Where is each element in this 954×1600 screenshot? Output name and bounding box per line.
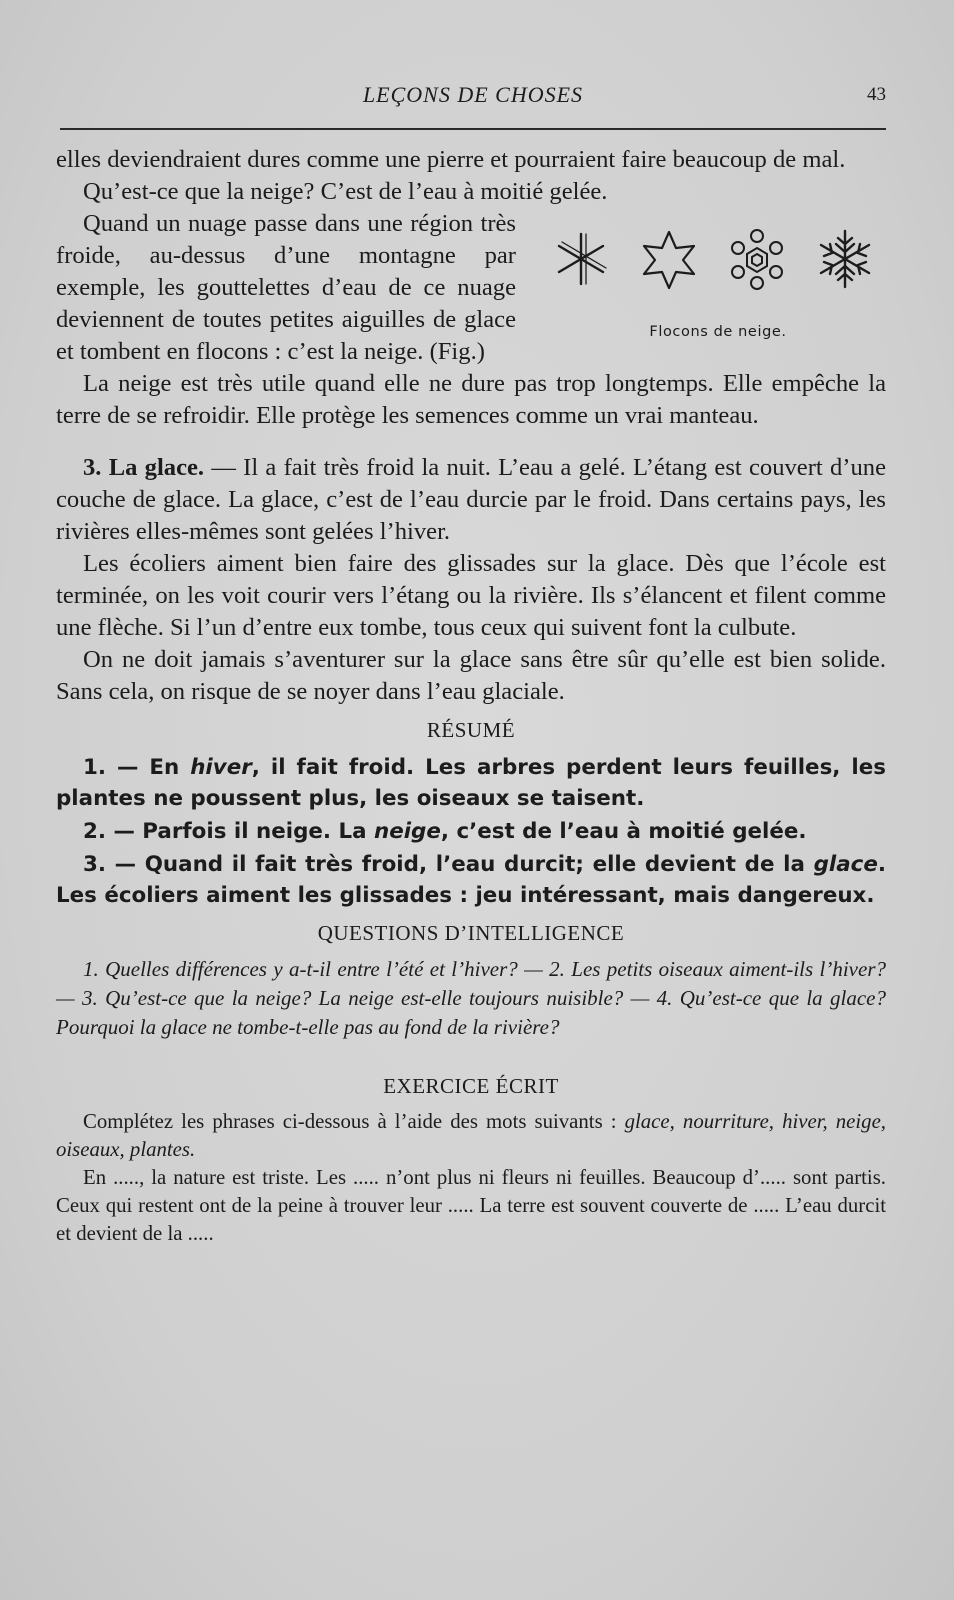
resume-item-2: 2. — Parfois il neige. La neige, c’est de l’eau à moitié gelée. [83,819,807,844]
exercise-text: En ....., la nature est triste. Les ..... n’ont plus ni fleurs ni feuilles. Beaucoup d’..... sont partis. Ceux qui restent ont de la peine à trouver leur ..... La terre est souvent couverte de ..... L’eau durcit et devient de la ..... [56,1166,886,1245]
resume-section [56,752,886,911]
exercise-heading: EXERCICE ÉCRIT [383,1074,559,1098]
paragraph-danger: On ne doit jamais s’aventurer sur la glace sans être sûr qu’elle est bien solide. Sans cela, on risque de se noyer dans l’eau glaciale. [56,646,886,705]
questions-section [56,955,886,1042]
feathered-snowflake-icon [812,226,878,292]
resume-item-3: 3. — Quand il fait très froid, l’eau durcit; elle devient de la glace. Les écoliers aiment les glissades : jeu intéressant, mais dangereux. [56,852,886,908]
exercise-section [56,1108,886,1248]
running-header [60,76,886,130]
hexagon-snowflake-icon [724,226,790,292]
snowflake-figure [530,208,886,354]
star-outline-snowflake-icon [636,226,702,292]
section-heading-ice: 3. La glace. [83,454,205,481]
page-number: 43 [867,84,886,105]
figure-caption: Flocons de neige. [649,324,787,340]
paragraph-ice-intro: 3. La glace. — Il a fait très froid la nuit. L’eau a gelé. L’étang est couvert d’une couche de glace. La glace, c’est de l’eau durcie par le froid. Dans certains pays, les rivières elles-mêmes sont gelées l’hiver. [56,454,886,545]
asterisk-snowflake-icon [548,226,614,292]
exercise-instructions: Complétez les phrases ci-dessous à l’aide des mots suivants : glace, nourriture, hiver, neige, oiseaux, plantes. [56,1110,887,1161]
questions-text: 1. Quelles différences y a-t-il entre l’été et l’hiver? — 2. Les petits oiseaux aiment-ils l’hiver? — 3. Qu’est-ce que la neige? La neige est-elle toujours nuisible? — 4. Qu’est-ce que la glace? Pourquoi la glace ne tombe-t-elle pas au fond de la rivière? [56,957,886,1039]
paragraph-snow-utility: La neige est très utile quand elle ne dure pas trop longtemps. Elle empêche la terre de se refroidir. Elle protège les semences comme un vrai manteau. [56,370,886,429]
page-body [56,144,886,1248]
paragraph-snow-question: Qu’est-ce que la neige? C’est de l’eau à moitié gelée. [83,178,608,205]
resume-item-1: 1. — En hiver, il fait froid. Les arbres perdent leurs feuilles, les plantes ne poussent plus, les oiseaux se taisent. [56,755,886,811]
paragraph-snow-formation: Quand un nuage passe dans une région très froide, au-dessus d’une montagne par exemple, les gouttelettes d’eau de ce nuage deviennent de toutes petites aiguilles de glace et tombent en flocons : c’est la neige. (Fig.) [56,210,516,365]
questions-heading: QUESTIONS D’INTELLIGENCE [317,921,625,945]
resume-heading: RÉSUMÉ [426,718,516,742]
paragraph-continued: elles deviendraient dures comme une pierre et pourraient faire beaucoup de mal. [56,146,846,173]
running-title: LEÇONS DE CHOSES [362,82,584,107]
paragraph-sliding: Les écoliers aiment bien faire des glissades sur la glace. Dès que l’école est terminée, on les voit courir vers l’étang ou la rivière. Ils s’élancent et filent comme une flèche. Si l’un d’entre eux tombe, tous ceux qui suivent font la culbute. [56,550,886,641]
